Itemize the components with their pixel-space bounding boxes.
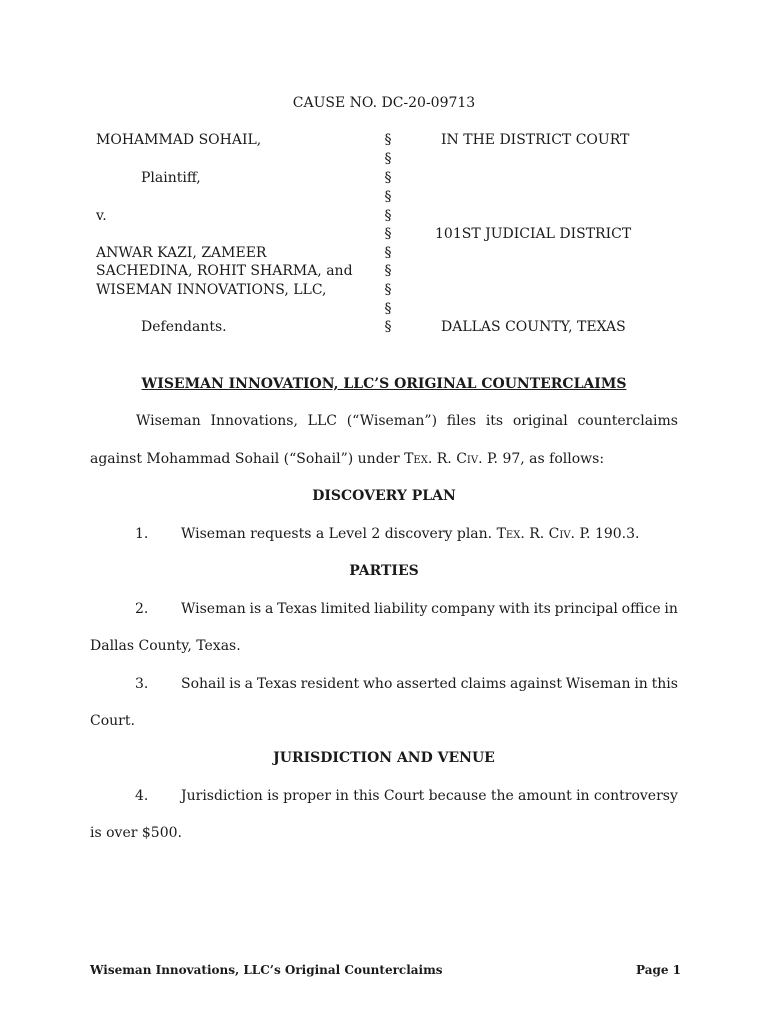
word: Jurisdiction xyxy=(181,788,263,804)
intro-line-1 xyxy=(90,412,678,430)
defendants-line-1: ANWAR KAZI, ZAMEER xyxy=(96,245,267,261)
plaintiff-name: MOHAMMAD SOHAIL, xyxy=(96,132,262,148)
footer-title: Wiseman Innovations, LLC’s Original Counterclaims xyxy=(90,963,443,977)
intro-line-1-words xyxy=(90,412,678,430)
footer-page-number: Page 1 xyxy=(636,963,682,977)
section-mark: § xyxy=(384,189,392,205)
word: this xyxy=(651,676,678,692)
word: its xyxy=(485,413,504,429)
section-mark: § xyxy=(384,132,392,148)
court-name: IN THE DISTRICT COURT xyxy=(441,132,630,148)
word: LLC xyxy=(307,413,337,429)
paragraph-4-line-1 xyxy=(181,787,678,805)
paragraph-number: 2. xyxy=(135,601,149,617)
word: Wiseman xyxy=(136,413,201,429)
word: Court xyxy=(383,788,425,804)
paragraph-2-line-1-words xyxy=(181,600,678,618)
word: is xyxy=(267,788,279,804)
word: files xyxy=(446,413,477,429)
word: (“Wiseman”) xyxy=(346,413,438,429)
word: this xyxy=(353,788,380,804)
versus-label: v. xyxy=(96,208,107,224)
section-mark: § xyxy=(384,245,392,261)
word: in xyxy=(335,788,349,804)
heading-discovery-plan: DISCOVERY PLAN xyxy=(312,488,456,504)
paragraph-number: 4. xyxy=(135,788,149,804)
defendants-role: Defendants. xyxy=(141,319,227,335)
section-mark: § xyxy=(384,282,392,298)
word: principal xyxy=(554,601,618,617)
intro-text: against Mohammad Sohail (“Sohail”) under xyxy=(90,451,405,467)
word: its xyxy=(533,601,551,617)
paragraph-3-line-1 xyxy=(181,675,678,693)
paragraph-4-line-2: is over $500. xyxy=(90,825,182,841)
word: limited xyxy=(320,601,371,617)
word: against xyxy=(510,676,562,692)
rule-number: 190.3. xyxy=(590,526,640,542)
paragraph-3-line-2: Court. xyxy=(90,713,135,729)
word: asserted xyxy=(396,676,457,692)
judicial-district: 101ST JUDICIAL DISTRICT xyxy=(435,226,632,242)
paragraph-2-line-2: Dallas County, Texas. xyxy=(90,638,241,654)
heading-parties: PARTIES xyxy=(349,563,419,579)
heading-jurisdiction-venue: JURISDICTION AND VENUE xyxy=(273,750,495,766)
defendants-line-2: SACHEDINA, ROHIT SHARMA, and xyxy=(96,263,353,279)
paragraph-2-line-1 xyxy=(181,600,678,618)
word: Sohail xyxy=(181,676,226,692)
intro-line-2 xyxy=(90,450,604,468)
rule-citation: Tex. R. Civ. P. xyxy=(496,526,591,542)
word: a xyxy=(244,676,253,692)
word: Innovations, xyxy=(210,413,298,429)
word: company xyxy=(431,601,495,617)
word: Wiseman xyxy=(181,601,246,617)
word: is xyxy=(229,676,241,692)
word: the xyxy=(490,788,514,804)
plaintiff-role: Plaintiff, xyxy=(141,170,201,186)
paragraph-number: 3. xyxy=(135,676,149,692)
cause-number: CAUSE NO. DC-20-09713 xyxy=(292,95,476,111)
paragraph-3-line-1-words xyxy=(181,675,678,693)
paragraph-4-line-1-words xyxy=(181,787,678,805)
paragraph-1-text xyxy=(181,525,639,543)
word: controversy xyxy=(593,788,678,804)
rule-citation: Tex. R. Civ. P. xyxy=(404,451,499,467)
word: is xyxy=(249,601,262,617)
word: Texas xyxy=(256,676,297,692)
paragraph-1-body: Wiseman requests a Level 2 discovery plan. xyxy=(181,526,497,542)
section-mark: § xyxy=(384,208,392,224)
word: because xyxy=(428,788,487,804)
word: with xyxy=(498,601,530,617)
paragraph-number: 1. xyxy=(135,526,149,542)
section-mark: § xyxy=(384,319,392,335)
word: Wiseman xyxy=(565,676,631,692)
section-mark: § xyxy=(384,226,392,242)
document-title: WISEMAN INNOVATION, LLC’S ORIGINAL COUNTERCLAIMS xyxy=(141,376,627,392)
section-mark: § xyxy=(384,301,392,317)
county: DALLAS COUNTY, TEXAS xyxy=(441,319,626,335)
word: in xyxy=(576,788,590,804)
word: liability xyxy=(374,601,428,617)
section-mark: § xyxy=(384,151,392,167)
word: Texas xyxy=(277,601,318,617)
word: resident xyxy=(300,676,360,692)
section-mark: § xyxy=(384,170,392,186)
defendants-line-3: WISEMAN INNOVATIONS, LLC, xyxy=(96,282,327,298)
section-mark: § xyxy=(384,263,392,279)
word: proper xyxy=(283,788,332,804)
word: original xyxy=(512,413,568,429)
word: a xyxy=(264,601,274,617)
word: office xyxy=(621,601,661,617)
intro-text-end: 97, as follows: xyxy=(498,451,605,467)
word: in xyxy=(634,676,648,692)
word: counterclaims xyxy=(577,413,678,429)
word: who xyxy=(362,676,393,692)
word: claims xyxy=(460,676,507,692)
word: in xyxy=(664,601,678,617)
word: amount xyxy=(518,788,572,804)
